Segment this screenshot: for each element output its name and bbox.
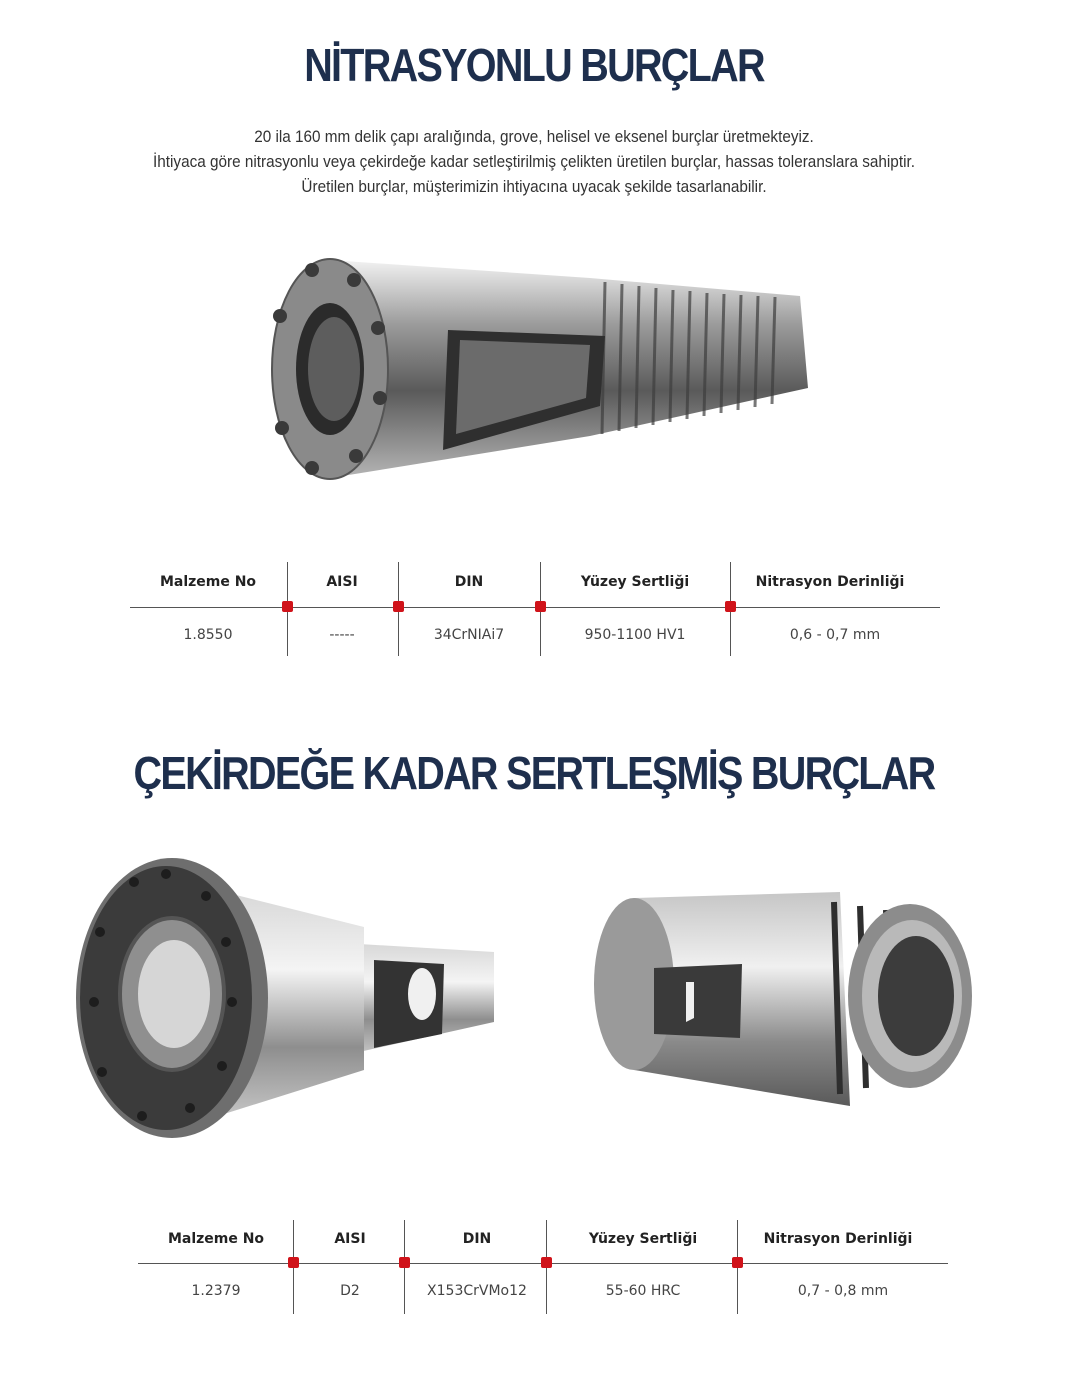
table2-header-malzeme-no: Malzeme No (167, 1231, 265, 1247)
flanged-bush-photo (74, 852, 504, 1144)
table1-marker (282, 601, 293, 612)
table1-marker (725, 601, 736, 612)
table1-marker (393, 601, 404, 612)
spec-table-2 (138, 1218, 948, 1318)
table1-value-malzeme-no: 1.8550 (183, 627, 233, 643)
table2-header-aisi: AISI (334, 1231, 366, 1247)
table2-value-aisi: D2 (340, 1283, 360, 1299)
table2-marker (732, 1257, 743, 1268)
table1-header-nitrasyon-derinligi: Nitrasyon Derinliği (755, 574, 905, 590)
table2-value-yuzey-sertligi: 55-60 HRC (605, 1283, 681, 1299)
section2-title: ÇEKİRDEĞE KADAR SERTLEŞMİŞ BURÇLAR (133, 747, 935, 799)
table1-header-aisi: AISI (326, 574, 358, 590)
table2-value-din: X153CrVMo12 (427, 1283, 527, 1299)
table1-value-nitrasyon-derinligi: 0,6 - 0,7 mm (789, 627, 881, 643)
table1-header-malzeme-no: Malzeme No (159, 574, 257, 590)
table1-value-yuzey-sertligi: 950-1100 HV1 (584, 627, 686, 643)
table1-header-yuzey-sertligi: Yüzey Sertliği (580, 574, 690, 590)
table2-marker (399, 1257, 410, 1268)
intro-line-3: Üretilen burçlar, müşterimizin ihtiyacına uyacak şekilde tasarlanabilir. (301, 177, 767, 196)
table1-header-din: DIN (454, 574, 484, 590)
section1-title: NİTRASYONLU BURÇLAR (304, 39, 764, 91)
spec-table-1 (130, 560, 940, 660)
table2-header-din: DIN (462, 1231, 492, 1247)
section1-intro (0, 124, 1068, 199)
grooved-sleeve-photo (590, 888, 980, 1110)
table2-marker (288, 1257, 299, 1268)
table1-value-aisi: ----- (329, 627, 355, 643)
table1-value-din: 34CrNIAi7 (433, 627, 505, 643)
intro-line-2: İhtiyaca göre nitrasyonlu veya çekirdeğe kadar setleştirilmiş çelikten üretilen burçlar, hassas toleranslara sahiptir. (153, 152, 915, 171)
table2-value-malzeme-no: 1.2379 (191, 1283, 241, 1299)
table2-marker (541, 1257, 552, 1268)
table2-header-yuzey-sertligi: Yüzey Sertliği (588, 1231, 698, 1247)
table1-marker (535, 601, 546, 612)
table2-value-nitrasyon-derinligi: 0,7 - 0,8 mm (797, 1283, 889, 1299)
table2-header-nitrasyon-derinligi: Nitrasyon Derinliği (763, 1231, 913, 1247)
grooved-bush-photo (260, 238, 820, 500)
intro-line-1: 20 ila 160 mm delik çapı aralığında, grove, helisel ve eksenel burçlar üretmekteyiz. (254, 127, 814, 146)
